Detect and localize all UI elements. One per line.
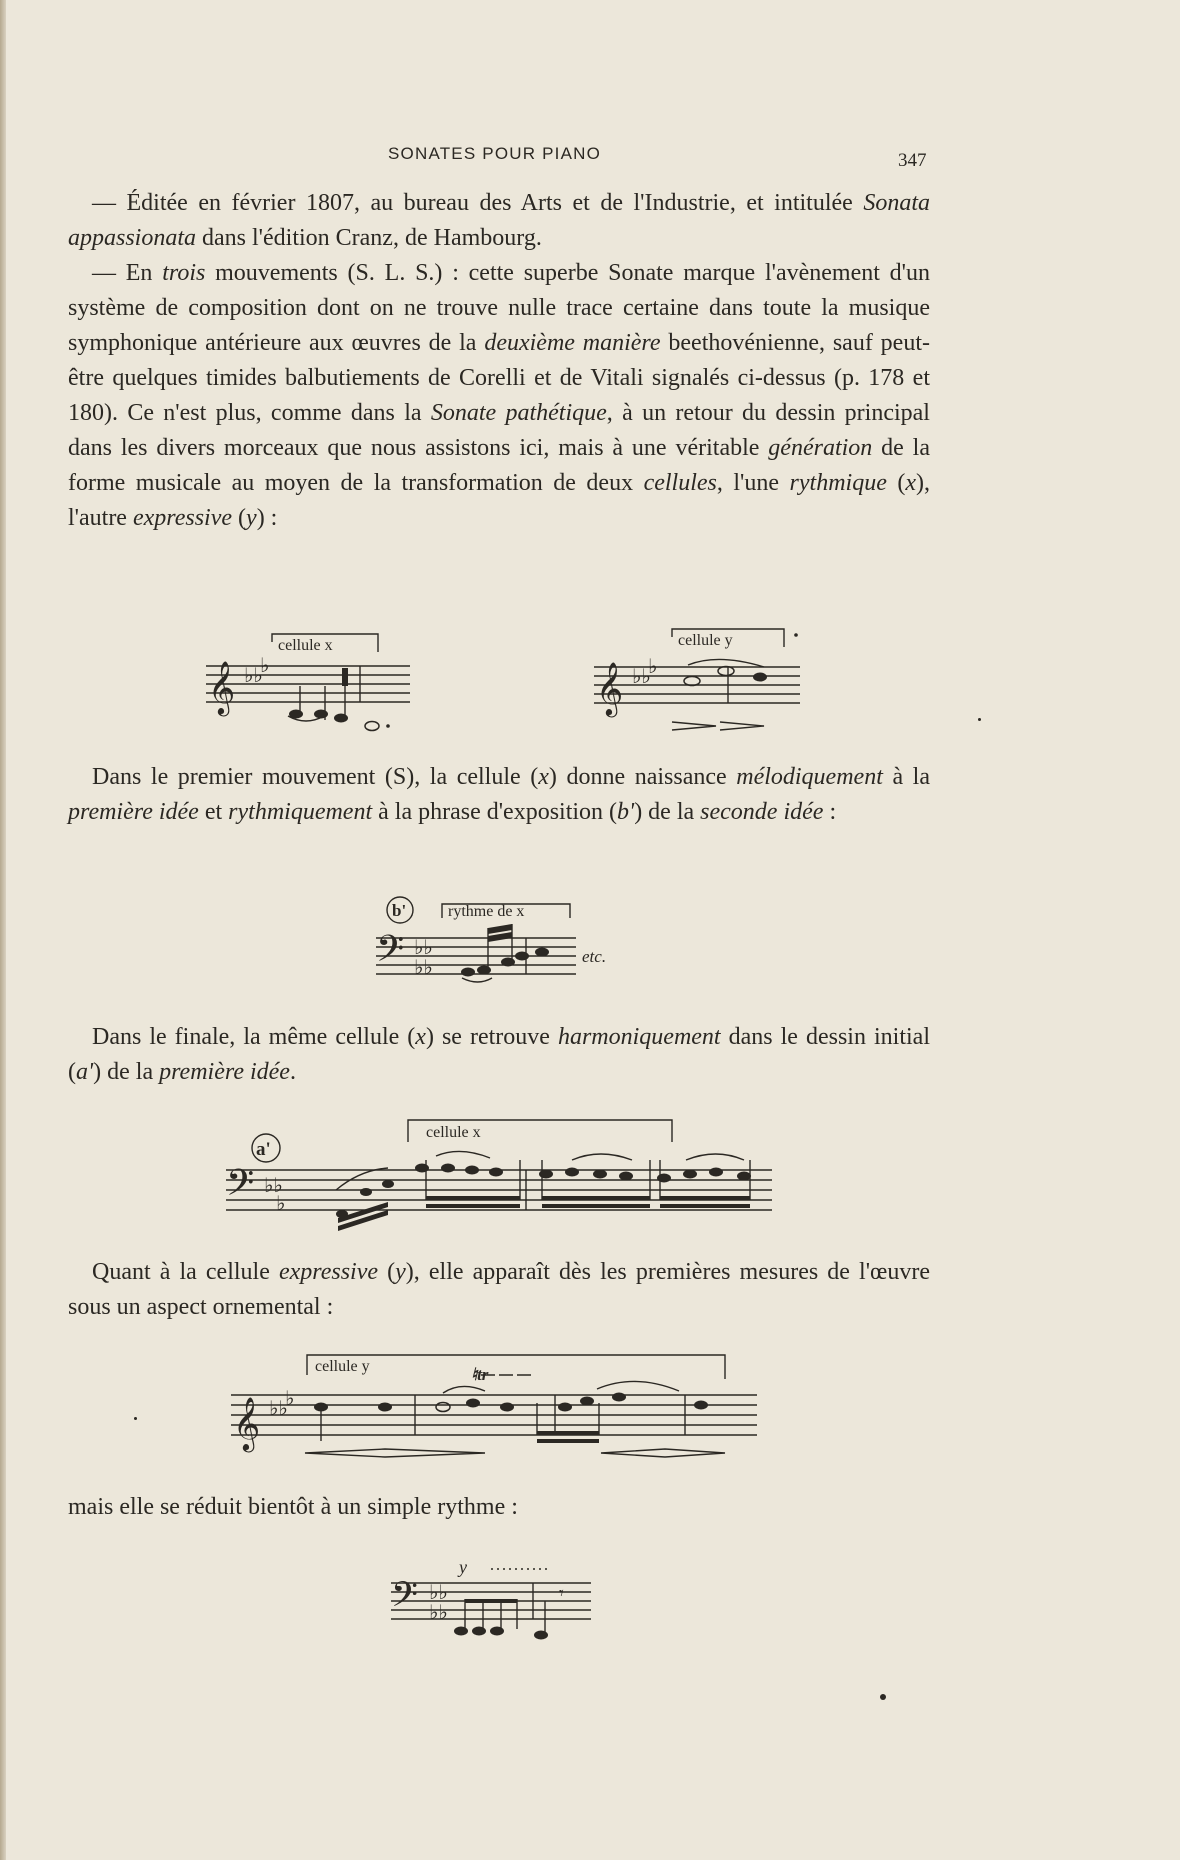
music-example-cellule-y	[588, 625, 818, 735]
music-example-rythme-y	[385, 1555, 605, 1650]
svg-text:𝄞: 𝄞	[596, 661, 624, 715]
trill-mark: ♮tr	[471, 1365, 489, 1384]
svg-text:♭: ♭	[260, 653, 270, 677]
paragraph-3: Dans le premier mouvement (S), la cellule (x) donne naissance mélodiquement à la première idée et rythmiquement à la phrase d'exposition (b') de la seconde idée :	[68, 764, 930, 825]
music-example-cellule-x	[200, 630, 420, 735]
music-example-rythme-de-x	[370, 890, 630, 990]
svg-text:𝄾: 𝄾	[559, 1583, 564, 1604]
stray-mark	[134, 1417, 137, 1420]
svg-text:♭♭: ♭♭	[264, 1173, 283, 1197]
svg-text:♭♭: ♭♭	[429, 1580, 448, 1604]
svg-text:𝄢: 𝄢	[391, 1574, 419, 1623]
svg-text:𝄢: 𝄢	[226, 1162, 255, 1213]
svg-text:♭♭: ♭♭	[414, 935, 433, 959]
music-example-cellule-y-ornamental	[225, 1345, 765, 1470]
cellule-x-finale-label: cellule x	[426, 1124, 481, 1141]
svg-text:♭♭: ♭♭	[269, 1396, 288, 1420]
stray-mark	[880, 1694, 886, 1700]
rythme-y-label: y	[459, 1557, 467, 1577]
svg-text:𝄢: 𝄢	[376, 928, 405, 979]
svg-text:♭♭: ♭♭	[244, 663, 263, 687]
cellule-y-ornamental-label: cellule y	[315, 1358, 370, 1375]
svg-text:♭♭: ♭♭	[414, 955, 433, 979]
etc-label: etc.	[582, 947, 607, 966]
svg-text:♭: ♭	[276, 1191, 286, 1215]
svg-text:𝄞: 𝄞	[208, 660, 236, 714]
running-title: SONATES POUR PIANO	[388, 144, 602, 163]
cellule-y-label: cellule y	[678, 632, 733, 649]
circle-b-prime: b'	[392, 901, 407, 920]
circle-a-prime: a'	[256, 1139, 271, 1160]
paragraph-2: — En trois mouvements (S. L. S.) : cette superbe Sonate marque l'avènement d'un système de composition dont on ne trouve nulle trace certaine dans toute la musique symphonique antérieure aux œuvres de la deuxième manière beethovénienne, sauf peut-être quelques timides balbutiements de Corelli et de Vitali signalés ci-dessus (p. 178 et 180). Ce n'est plus, comme dans la Sonate pathétique, à un retour du dessin principal dans les divers morceaux que nous assistons ici, mais à une véritable génération de la forme musicale au moyen de la transformation de deux cellules, l'une rythmique (x), l'autre expressive (y) :	[68, 260, 930, 531]
svg-text:♭: ♭	[285, 1386, 295, 1410]
svg-text:♭♭: ♭♭	[429, 1600, 448, 1624]
page-number: 347	[898, 150, 927, 171]
paragraph-6: mais elle se réduit bientôt à un simple rythme :	[68, 1494, 518, 1520]
paragraph-4: Dans le finale, la même cellule (x) se retrouve harmoniquement dans le dessin initial (a') de la première idée.	[68, 1024, 930, 1085]
paragraph-5: Quant à la cellule expressive (y), elle apparaît dès les premières mesures de l'œuvre sous un aspect ornemental :	[68, 1259, 930, 1320]
rythme-de-x-label: rythme de x	[448, 903, 525, 920]
cellule-x-label: cellule x	[278, 637, 333, 654]
page-binding-edge	[0, 0, 6, 1860]
svg-text:♭♭: ♭♭	[632, 664, 651, 688]
paragraph-1: — Éditée en février 1807, au bureau des Arts et de l'Industrie, et intitulée Sonata appassionata dans l'édition Cranz, de Hambourg.	[68, 190, 930, 251]
svg-text:𝄞: 𝄞	[233, 1396, 261, 1450]
svg-text:♭: ♭	[648, 654, 658, 678]
stray-mark	[978, 718, 981, 721]
music-example-finale-a-prime	[220, 1110, 780, 1235]
